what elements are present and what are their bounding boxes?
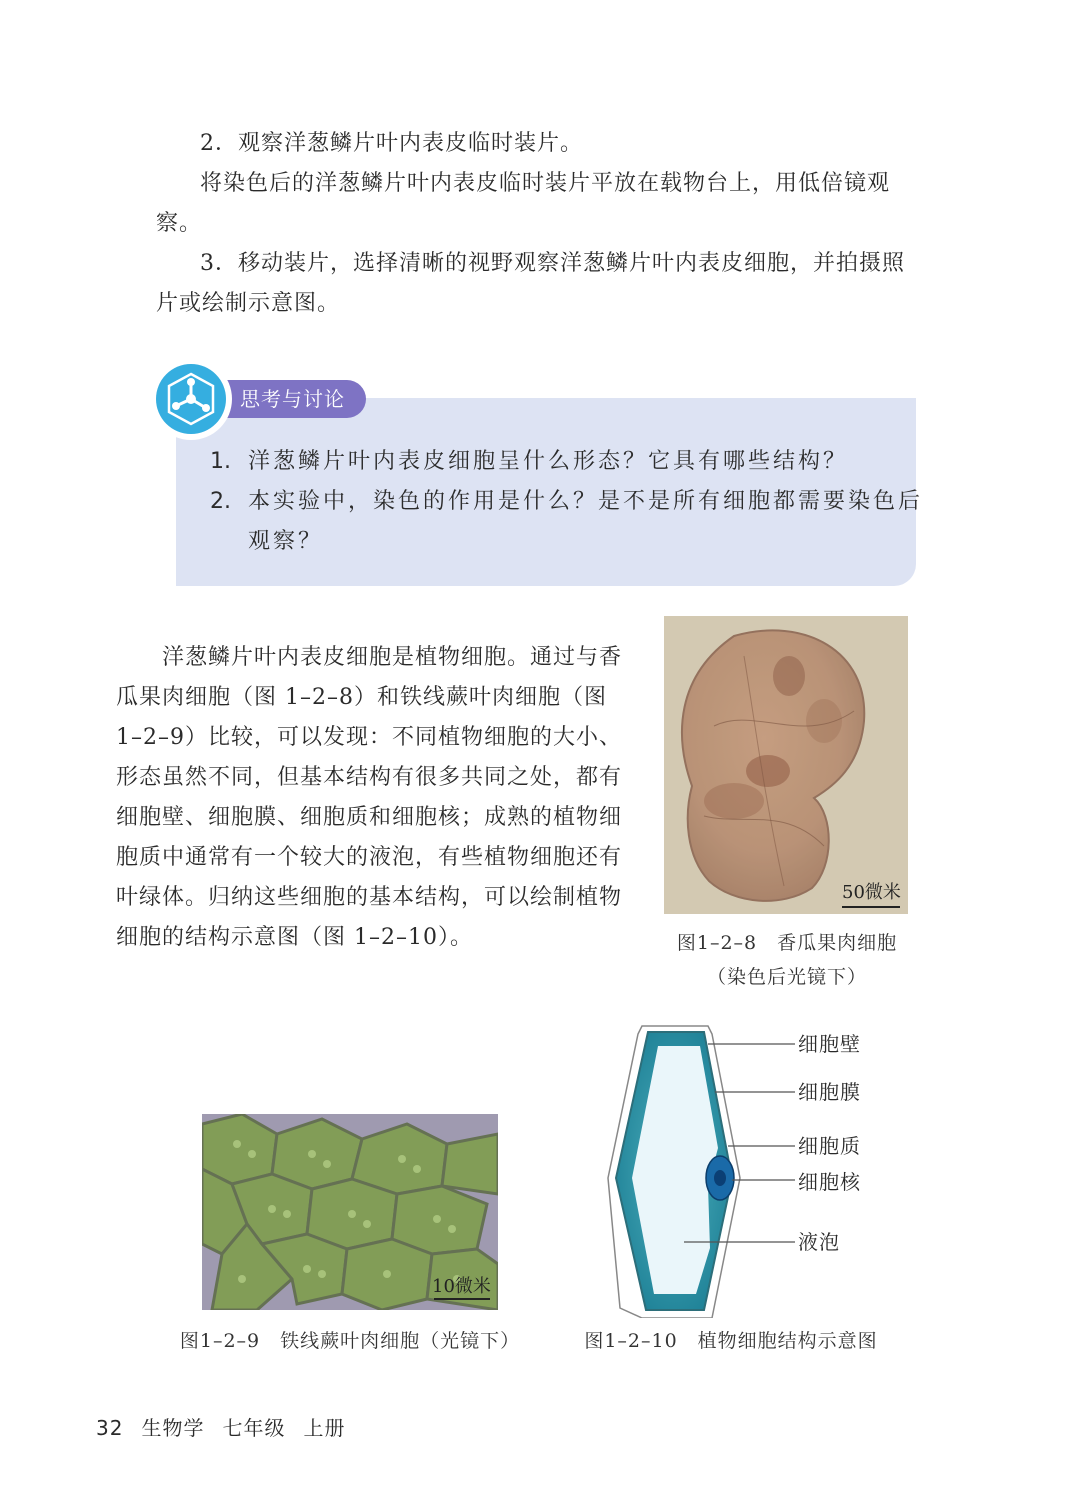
scale-bar: [434, 1298, 490, 1300]
question-number: 2.: [210, 489, 231, 514]
scale-bar: [842, 906, 900, 908]
step2-title: 2．观察洋葱鳞片叶内表皮临时装片。: [200, 131, 583, 156]
plant-cell-diagram: [600, 1018, 900, 1318]
body-paragraph: 洋葱鳞片叶内表皮细胞是植物细胞。通过与香瓜果肉细胞（图 1–2–8）和铁线蕨叶肉细胞（图 1–2–9）比较，可以发现：不同植物细胞的大小、形态虽然不同，但基本结构有很多共同之处，都有细胞壁、细胞膜、细胞质和细胞核；成熟的植物细胞质中通常有一个较大的液泡，有些植物细胞还有叶绿体。归纳这些细胞的基本结构，可以绘制植物细胞的结构示意图（图 1–2–10）。: [116, 645, 623, 950]
book-subject: 生物学: [141, 1416, 205, 1440]
question-2: [210, 482, 938, 562]
label-cell-membrane: 细胞膜: [798, 1080, 861, 1104]
question-1: [210, 442, 900, 482]
label-cytoplasm: 细胞质: [798, 1134, 861, 1158]
fern-cell-photo: [202, 1114, 498, 1310]
figure-caption-8: 图1–2–8 香瓜果肉细胞（染色后光镜下）: [676, 932, 898, 988]
label-cell-wall: 细胞壁: [798, 1032, 861, 1056]
label-nucleus: 细胞核: [798, 1170, 861, 1194]
book-volume: 上册: [303, 1416, 346, 1440]
figure-caption-9: 图1–2–9 铁线蕨叶肉细胞（光镜下）: [179, 1330, 521, 1352]
page-number: 32: [96, 1416, 124, 1440]
step3-body: 3．移动装片，选择清晰的视野观察洋葱鳞片叶内表皮细胞，并拍摄照片或绘制示意图。: [156, 251, 905, 316]
molecule-icon: [156, 364, 226, 434]
melon-cell-photo: [664, 616, 908, 914]
step2-body: 将染色后的洋葱鳞片叶内表皮临时装片平放在载物台上，用低倍镜观察。: [156, 171, 891, 236]
question-text: 洋葱鳞片叶内表皮细胞呈什么形态？它具有哪些结构？: [248, 449, 849, 474]
label-vacuole: 液泡: [798, 1230, 840, 1254]
question-number: 1.: [210, 449, 231, 474]
question-text: 本实验中，染色的作用是什么？是不是所有细胞都需要染色后观察？: [248, 489, 924, 554]
scale-label: 50微米: [842, 882, 901, 903]
book-grade: 七年级: [222, 1416, 286, 1440]
figure-caption-10: 图1–2–10 植物细胞结构示意图: [584, 1330, 878, 1352]
page-footer: [96, 1414, 363, 1442]
think-discuss-label: 思考与讨论: [240, 387, 345, 411]
scale-label: 10微米: [432, 1276, 491, 1297]
